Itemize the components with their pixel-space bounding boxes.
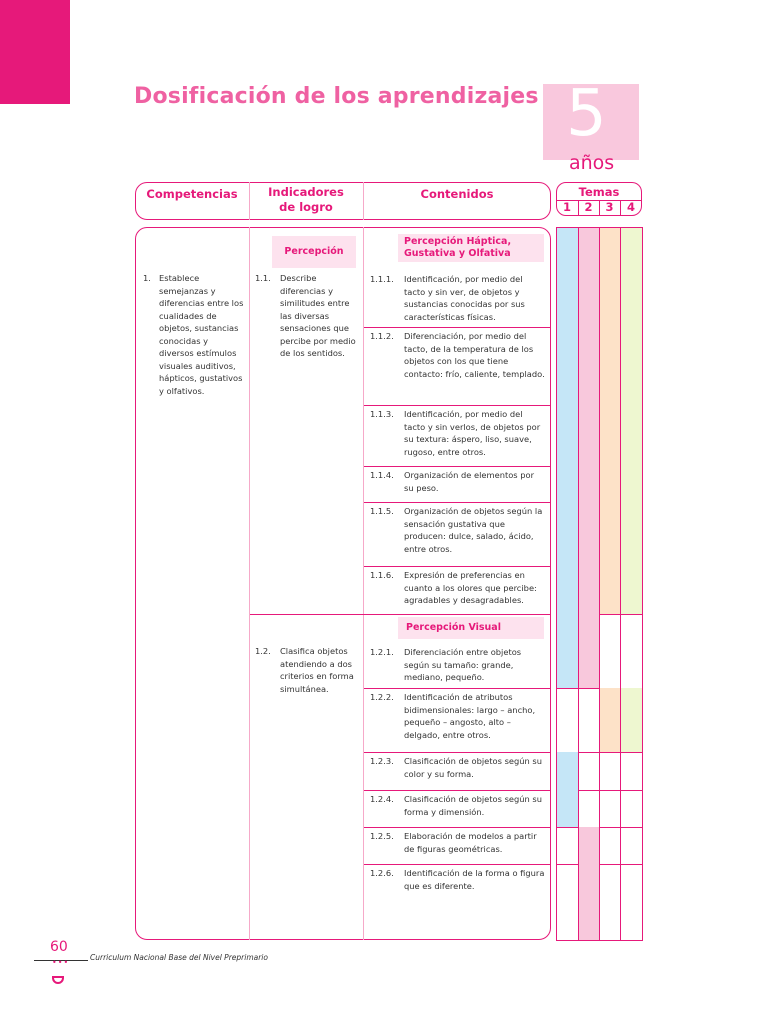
- contenido-text: Clasificación de objetos según su color y su forma.: [404, 756, 543, 779]
- tema-cell-filled: [599, 327, 620, 405]
- tema-cell-filled: [556, 227, 578, 327]
- tema-cell-filled: [599, 566, 620, 614]
- row-divider: [364, 327, 550, 328]
- tema-cell-filled: [578, 405, 599, 466]
- tema-column-line: [599, 227, 600, 940]
- tema-cell-filled: [620, 327, 642, 405]
- contenido-text: Identificación de atributos bidimensionales: largo – ancho, pequeño – angosto, alto – delgado, entre otros.: [404, 692, 536, 740]
- tema-cell-filled: [556, 405, 578, 466]
- age-label: años: [569, 152, 615, 174]
- tema-cell-filled: [620, 566, 642, 614]
- tema-cell-filled: [556, 614, 578, 688]
- page-title: Dosificación de los aprendizajes: [134, 84, 539, 109]
- tema-cell-filled: [556, 566, 578, 614]
- tema-cell-filled: [578, 227, 599, 327]
- contenido-number: 1.1.3.: [370, 409, 394, 419]
- indicador-number: 1.1.: [255, 273, 271, 283]
- indicador-number: 1.2.: [255, 646, 271, 656]
- tema-cell-filled: [620, 227, 642, 327]
- contenido-text: Organización de objetos según la sensación gustativa que producen: dulce, salado, ácido, entre otros.: [404, 506, 543, 554]
- contenido-text: Identificación de la forma o figura que es diferente.: [404, 868, 545, 891]
- tema-number: 4: [626, 200, 635, 214]
- body-divider: [249, 227, 250, 940]
- tema-cell-filled: [578, 566, 599, 614]
- tema-cell-filled: [556, 752, 578, 790]
- contenido-text: Clasificación de objetos según su forma y dimensión.: [404, 794, 543, 817]
- tema-cell-filled: [556, 502, 578, 566]
- tema-cell-filled: [578, 466, 599, 502]
- tag-percepcion: Percepción: [272, 236, 356, 268]
- contenido-text: Elaboración de modelos a partir de figuras geométricas.: [404, 831, 537, 854]
- tema-cell-filled: [578, 864, 599, 940]
- tema-number: 3: [605, 200, 614, 214]
- tema-border-bottom: [556, 940, 643, 941]
- section-divider: [250, 614, 550, 615]
- tema-cell-filled: [578, 502, 599, 566]
- tema-header-separator: [599, 200, 600, 216]
- row-divider: [364, 827, 550, 828]
- page-number: 60: [50, 939, 68, 955]
- tema-cell-filled: [578, 614, 599, 688]
- contenido-number: 1.2.6.: [370, 868, 394, 878]
- contenido-number: 1.1.6.: [370, 570, 394, 580]
- header-divider: [249, 182, 250, 220]
- contenido-text: Organización de elementos por su peso.: [404, 470, 534, 493]
- tema-number: 1: [562, 200, 571, 214]
- tema-column-line: [642, 227, 643, 940]
- tema-cell-filled: [599, 466, 620, 502]
- contenido-number: 1.1.4.: [370, 470, 394, 480]
- footer-icon: [52, 976, 64, 984]
- tema-cell-filled: [599, 502, 620, 566]
- tema-cell-filled: [556, 790, 578, 827]
- contenido-number: 1.2.2.: [370, 692, 394, 702]
- tema-column-line: [578, 227, 579, 940]
- tema-cell-filled: [599, 405, 620, 466]
- indicador-text: Describe diferencias y similitudes entre las diversas sensaciones que percibe por medio de los sentidos.: [280, 273, 356, 358]
- row-divider: [364, 864, 550, 865]
- contenido-number: 1.2.5.: [370, 831, 394, 841]
- tema-header-separator: [578, 200, 579, 216]
- contenido-text: Diferenciación entre objetos según su tamaño: grande, mediano, pequeño.: [404, 647, 522, 682]
- header-competencias: Competencias: [146, 187, 238, 201]
- body-divider: [363, 227, 364, 940]
- row-divider: [364, 566, 550, 567]
- footer-dots: •••: [52, 958, 70, 967]
- tema-cell-filled: [620, 502, 642, 566]
- contenido-number: 1.2.1.: [370, 647, 394, 657]
- row-divider: [364, 405, 550, 406]
- contenido-text: Diferenciación, por medio del tacto, de la temperatura de los objetos con los que tiene contacto: frío, caliente, templado.: [404, 331, 545, 379]
- tema-cell-filled: [578, 327, 599, 405]
- contenido-text: Identificación, por medio del tacto y sin ver, de objetos y sustancias conocidas por sus características físicas.: [404, 274, 525, 322]
- row-divider: [364, 790, 550, 791]
- contenido-number: 1.2.4.: [370, 794, 394, 804]
- header-contenidos: Contenidos: [420, 187, 494, 201]
- tema-cell-filled: [599, 688, 620, 752]
- tema-cell-filled: [620, 466, 642, 502]
- contenido-text: Expresión de preferencias en cuanto a los olores que percibe: agradables y desagradables.: [404, 570, 537, 605]
- tema-cell-filled: [620, 405, 642, 466]
- tema-cell-filled: [599, 227, 620, 327]
- competencia-text: Establece semejanzas y diferencias entre los cualidades de objetos, sustancias conocidas y diversos estímulos visuales auditivos, hápticos, gustativos y olfativos.: [159, 273, 244, 396]
- row-divider: [364, 752, 550, 753]
- header-temas: Temas: [578, 185, 620, 199]
- row-divider: [364, 502, 550, 503]
- contenido-number: 1.1.2.: [370, 331, 394, 341]
- contenido-number: 1.2.3.: [370, 756, 394, 766]
- tema-number: 2: [584, 200, 593, 214]
- header-indicadores: Indicadores de logro: [268, 185, 344, 214]
- tema-header-separator: [620, 200, 621, 216]
- tema-cell-filled: [556, 466, 578, 502]
- contenido-number: 1.1.5.: [370, 506, 394, 516]
- age-number: 5: [566, 77, 607, 151]
- indicador-text: Clasifica objetos atendiendo a dos criterios en forma simultánea.: [280, 646, 354, 694]
- row-divider: [364, 688, 550, 689]
- tema-border-top: [556, 227, 643, 228]
- tema-cell-filled: [578, 827, 599, 864]
- contenido-number: 1.1.1.: [370, 274, 394, 284]
- tag-percepcion-visual: Percepción Visual: [398, 617, 544, 639]
- tema-cell-filled: [556, 327, 578, 405]
- contenido-text: Identificación, por medio del tacto y sin verlos, de objetos por su textura: áspero, liso, suave, rugoso, entre otros.: [404, 409, 541, 457]
- footer-text: Curriculum Nacional Base del Nivel Preprimario: [90, 953, 268, 962]
- tag-percepcion-haptica: Percepción Háptica, Gustativa y Olfativa: [398, 234, 544, 262]
- tema-column-line: [620, 227, 621, 940]
- tema-column-line: [556, 227, 557, 940]
- competencia-number: 1.: [143, 273, 151, 283]
- corner-block: [0, 0, 70, 104]
- row-divider: [364, 466, 550, 467]
- tema-cell-filled: [620, 688, 642, 752]
